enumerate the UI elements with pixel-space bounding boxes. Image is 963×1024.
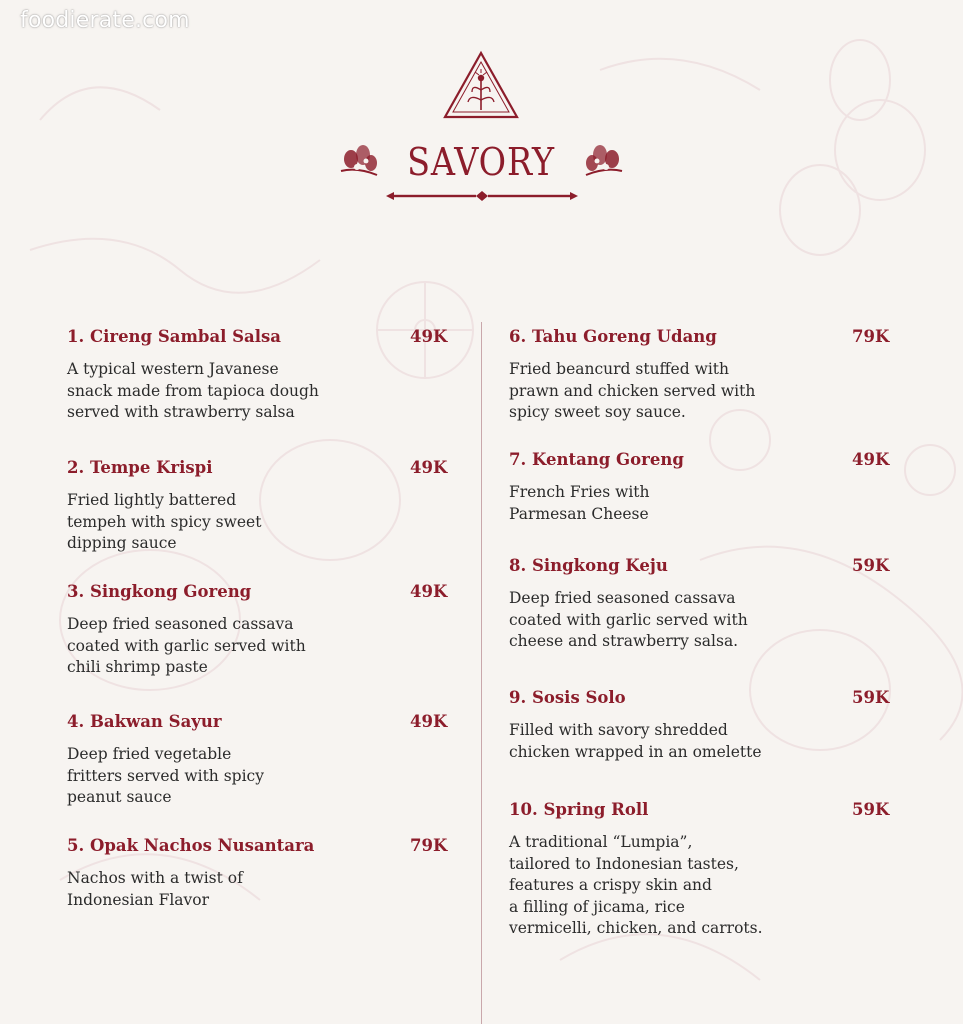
section-header <box>0 136 963 188</box>
menu-item <box>509 556 894 656</box>
menu-item-price: 79K <box>852 327 890 346</box>
menu-item <box>509 450 894 530</box>
menu-item-description: Fried beancurd stuffed with prawn and chicken served with spicy sweet soy sauce. <box>509 360 756 421</box>
menu-item-description: Deep fried seasoned cassava coated with garlic served with cheese and strawberry salsa. <box>509 589 748 650</box>
menu-item-name: 10. Spring Roll <box>509 800 649 819</box>
menu-item-price: 49K <box>410 582 448 601</box>
menu-item-name: 4. Bakwan Sayur <box>67 712 222 731</box>
page-title: SAVORY <box>407 140 556 184</box>
menu-item-name: 7. Kentang Goreng <box>509 450 684 469</box>
menu-item-description: French Fries with Parmesan Cheese <box>509 483 650 523</box>
menu-item-description: Nachos with a twist of Indonesian Flavor <box>67 869 243 909</box>
right-floral-sprig-icon <box>580 141 626 183</box>
menu-item <box>67 327 452 427</box>
menu-item <box>67 582 452 682</box>
menu-item-name: 9. Sosis Solo <box>509 688 626 707</box>
menu-item-description: Deep fried seasoned cassava coated with garlic served with chili shrimp paste <box>67 615 306 676</box>
menu-item-price: 79K <box>410 836 448 855</box>
menu-item <box>67 836 452 916</box>
menu-item-price: 49K <box>410 327 448 346</box>
menu-item <box>67 458 452 558</box>
menu-item-price: 59K <box>852 800 890 819</box>
menu-item <box>509 688 894 768</box>
menu-item-price: 59K <box>852 556 890 575</box>
menu-item-description: Fried lightly battered tempeh with spicy sweet dipping sauce <box>67 491 262 552</box>
menu-item <box>509 327 894 427</box>
menu-item-price: 59K <box>852 688 890 707</box>
menu-item-name: 1. Cireng Sambal Salsa <box>67 327 282 346</box>
menu-item-name: 8. Singkong Keju <box>509 556 668 575</box>
menu-item-description: A typical western Javanese snack made from tapioca dough served with strawberry salsa <box>67 360 319 421</box>
menu-item-name: 3. Singkong Goreng <box>67 582 252 601</box>
menu-item-description: Deep fried vegetable fritters served with spicy peanut sauce <box>67 745 264 806</box>
menu-item-description: A traditional “Lumpia”, tailored to Indonesian tastes, features a crispy skin and a filling of jicama, rice vermicelli, chicken, and carrots. <box>509 833 763 937</box>
menu-item-price: 49K <box>410 712 448 731</box>
menu-item-name: 2. Tempe Krispi <box>67 458 213 477</box>
left-floral-sprig-icon <box>337 141 383 183</box>
triangle-emblem-icon <box>442 50 520 120</box>
menu-item-description: Filled with savory shredded chicken wrapped in an omelette <box>509 721 762 761</box>
column-divider <box>481 322 482 1024</box>
menu-item-name: 5. Opak Nachos Nusantara <box>67 836 315 855</box>
menu-item <box>67 712 452 812</box>
menu-item-name: 6. Tahu Goreng Udang <box>509 327 717 346</box>
menu-item-price: 49K <box>410 458 448 477</box>
ornamental-underline <box>384 190 580 202</box>
menu-item <box>509 800 909 950</box>
watermark: foodierate.com <box>20 8 190 33</box>
menu-item-price: 49K <box>852 450 890 469</box>
